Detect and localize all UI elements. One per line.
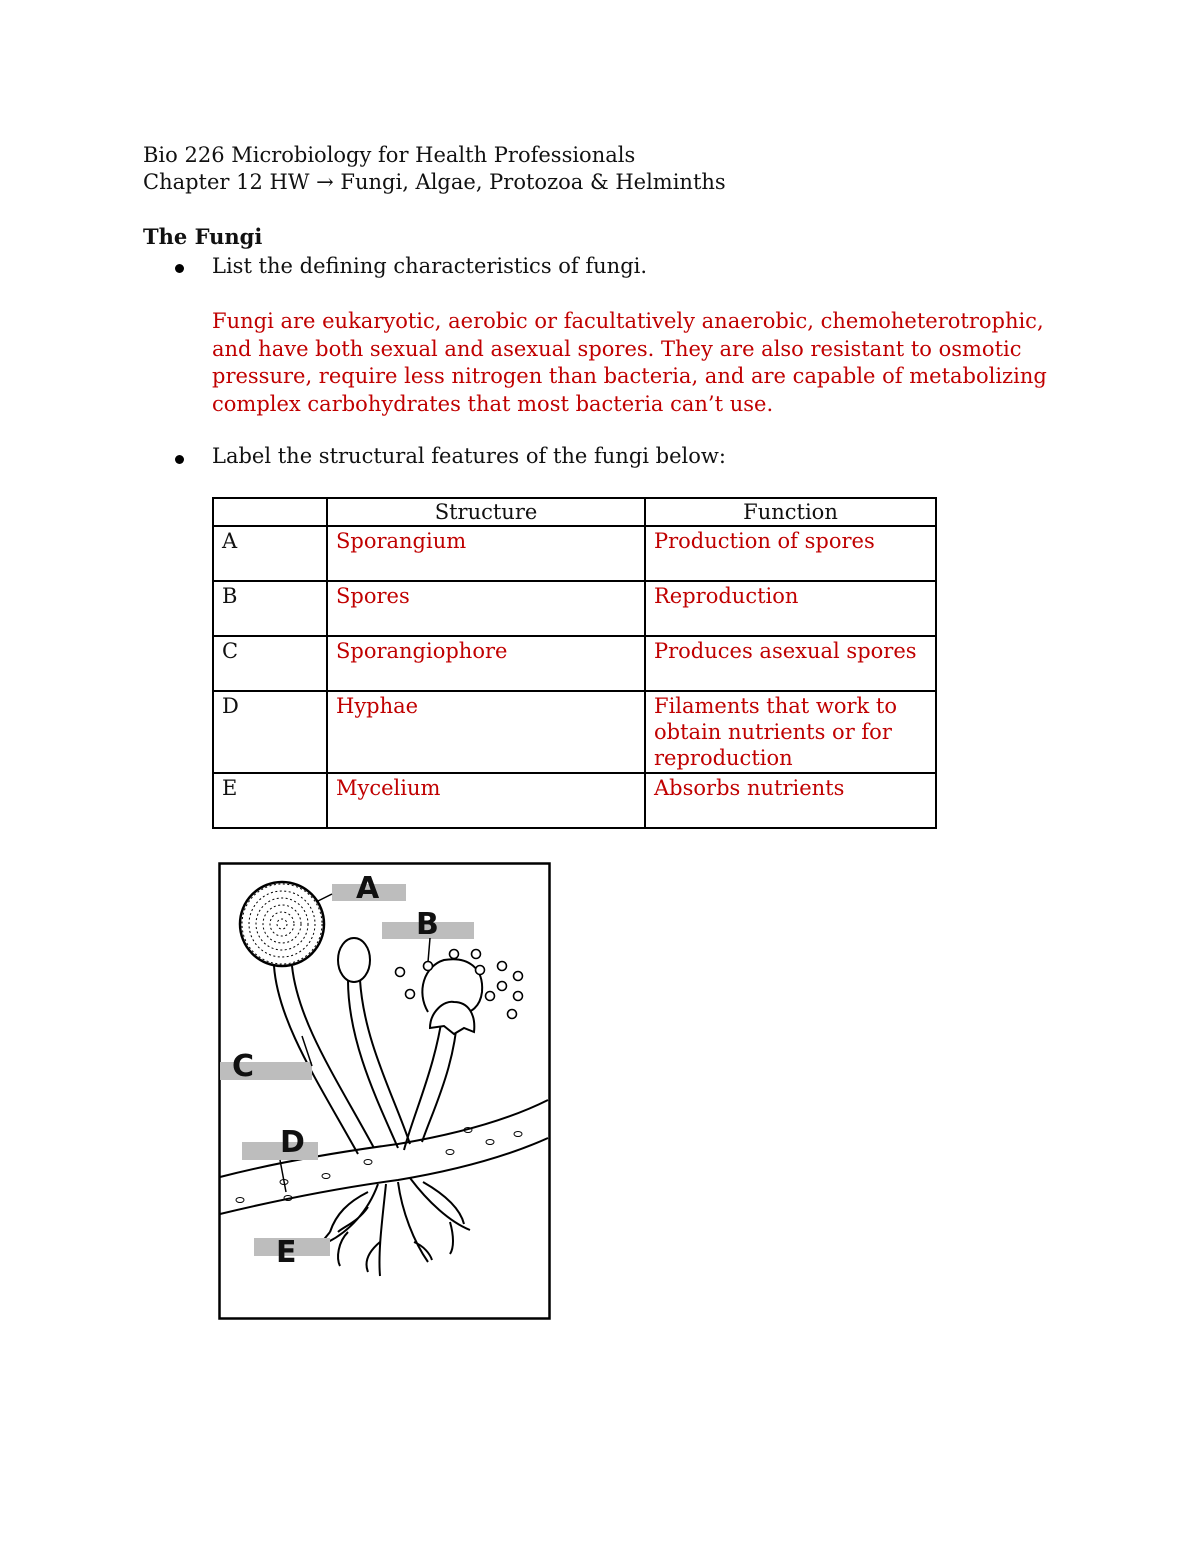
answer-1: Fungi are eukaryotic, aerobic or facultatively anaerobic, chemoheterotrophic, and have both sexual and asexual spores. They are also resistant to osmotic pressure, require less nitrogen than bacteria, and are capable of metabolizing complex carbohydrates that most bacteria can’t use. — [212, 309, 1047, 416]
table-row — [213, 773, 936, 828]
bullet-icon — [175, 455, 184, 464]
table-header-row — [213, 498, 936, 526]
row-structure: Hyphae — [327, 691, 645, 773]
fungi-diagram — [218, 862, 556, 1324]
label-d: D — [280, 1125, 305, 1160]
row-function: Reproduction — [645, 581, 936, 636]
table-header-cell: Function — [645, 498, 936, 526]
question-1: List the defining characteristics of fungi. — [212, 254, 648, 278]
table-row — [213, 691, 936, 773]
row-structure: Mycelium — [327, 773, 645, 828]
table-header-cell: Structure — [327, 498, 645, 526]
row-structure: Sporangiophore — [327, 636, 645, 691]
structure-table — [212, 497, 937, 829]
row-letter: B — [213, 581, 327, 636]
chapter-heading — [143, 170, 726, 194]
row-structure: Spores — [327, 581, 645, 636]
row-letter: D — [213, 691, 327, 773]
chapter-prefix: Chapter 12 HW — [143, 170, 310, 194]
section-title: The Fungi — [143, 224, 263, 249]
label-a: A — [356, 871, 380, 906]
chapter-topic-text: Fungi, Algae, Protozoa & Helminths — [340, 170, 726, 194]
table-row — [213, 526, 936, 581]
question-2: Label the structural features of the fungi below: — [212, 444, 726, 468]
label-b: B — [416, 907, 439, 942]
bullet-icon — [175, 264, 184, 273]
row-structure: Sporangium — [327, 526, 645, 581]
row-function: Filaments that work to obtain nutrients or for reproduction — [645, 691, 936, 773]
row-letter: A — [213, 526, 327, 581]
table-row — [213, 581, 936, 636]
table-header-cell — [213, 498, 327, 526]
row-letter: C — [213, 636, 327, 691]
sporangium-head — [240, 882, 324, 966]
arrow-icon: → — [316, 170, 334, 194]
row-function: Produces asexual spores — [645, 636, 936, 691]
row-function: Production of spores — [645, 526, 936, 581]
label-c: C — [232, 1049, 255, 1084]
course-title: Bio 226 Microbiology for Health Professionals — [143, 143, 636, 167]
table-row — [213, 636, 936, 691]
young-sporangium — [338, 938, 370, 982]
row-letter: E — [213, 773, 327, 828]
row-function: Absorbs nutrients — [645, 773, 936, 828]
label-e: E — [276, 1235, 297, 1270]
